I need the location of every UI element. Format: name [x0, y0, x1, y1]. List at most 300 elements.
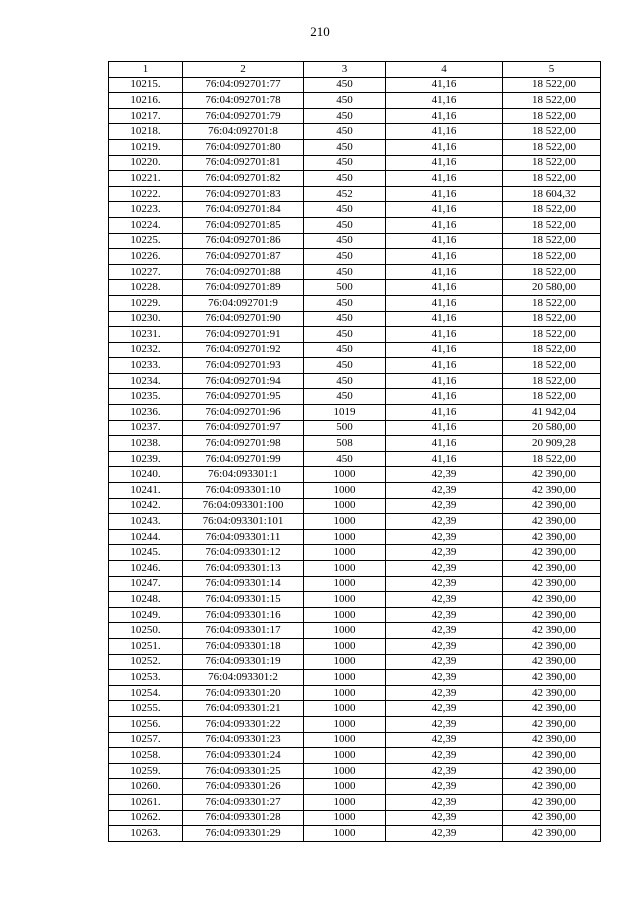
amount-cell: 42 390,00: [503, 716, 601, 732]
table-row: [109, 638, 601, 654]
rate-cell: 41,16: [386, 342, 503, 358]
cadastral-number-cell: 76:04:092701:89: [183, 280, 304, 296]
amount-cell: 18 522,00: [503, 139, 601, 155]
cadastral-number-cell: 76:04:093301:21: [183, 701, 304, 717]
amount-cell: 42 390,00: [503, 826, 601, 842]
row-number-cell: 10218.: [109, 124, 183, 140]
area-cell: 1000: [304, 716, 386, 732]
amount-cell: 18 522,00: [503, 202, 601, 218]
area-cell: 1000: [304, 748, 386, 764]
row-number-cell: 10227.: [109, 264, 183, 280]
cadastral-number-cell: 76:04:092701:83: [183, 186, 304, 202]
rate-cell: 41,16: [386, 139, 503, 155]
area-cell: 450: [304, 171, 386, 187]
row-number-cell: 10246.: [109, 561, 183, 577]
table-row: [109, 826, 601, 842]
row-number-cell: 10260.: [109, 779, 183, 795]
area-cell: 450: [304, 342, 386, 358]
amount-cell: 18 522,00: [503, 451, 601, 467]
rate-cell: 42,39: [386, 701, 503, 717]
amount-cell: 42 390,00: [503, 623, 601, 639]
area-cell: 500: [304, 420, 386, 436]
table-row: [109, 467, 601, 483]
amount-cell: 42 390,00: [503, 592, 601, 608]
rate-cell: 41,16: [386, 171, 503, 187]
table-row: [109, 327, 601, 343]
cadastral-number-cell: 76:04:092701:99: [183, 451, 304, 467]
rate-cell: 41,16: [386, 373, 503, 389]
cadastral-number-cell: 76:04:092701:86: [183, 233, 304, 249]
row-number-cell: 10228.: [109, 280, 183, 296]
cadastral-number-cell: 76:04:093301:13: [183, 561, 304, 577]
table-row: [109, 358, 601, 374]
amount-cell: 18 522,00: [503, 264, 601, 280]
amount-cell: 18 522,00: [503, 342, 601, 358]
area-cell: 1000: [304, 826, 386, 842]
rate-cell: 41,16: [386, 155, 503, 171]
amount-cell: 42 390,00: [503, 794, 601, 810]
area-cell: 450: [304, 358, 386, 374]
area-cell: 500: [304, 280, 386, 296]
amount-cell: 18 522,00: [503, 93, 601, 109]
area-cell: 508: [304, 436, 386, 452]
row-number-cell: 10253.: [109, 670, 183, 686]
rate-cell: 41,16: [386, 451, 503, 467]
row-number-cell: 10229.: [109, 295, 183, 311]
amount-cell: 42 390,00: [503, 561, 601, 577]
cadastral-number-cell: 76:04:093301:14: [183, 576, 304, 592]
row-number-cell: 10254.: [109, 685, 183, 701]
table-row: [109, 498, 601, 514]
area-cell: 450: [304, 77, 386, 93]
amount-cell: 18 522,00: [503, 295, 601, 311]
area-cell: 1000: [304, 498, 386, 514]
area-cell: 1000: [304, 654, 386, 670]
cadastral-number-cell: 76:04:092701:95: [183, 389, 304, 405]
amount-cell: 20 909,28: [503, 436, 601, 452]
rate-cell: 41,16: [386, 311, 503, 327]
amount-cell: 42 390,00: [503, 529, 601, 545]
rate-cell: 42,39: [386, 561, 503, 577]
table-row: [109, 171, 601, 187]
row-number-cell: 10216.: [109, 93, 183, 109]
amount-cell: 18 522,00: [503, 373, 601, 389]
amount-cell: 18 522,00: [503, 108, 601, 124]
amount-cell: 42 390,00: [503, 545, 601, 561]
table-row: [109, 186, 601, 202]
amount-cell: 20 580,00: [503, 420, 601, 436]
row-number-cell: 10220.: [109, 155, 183, 171]
area-cell: 1000: [304, 483, 386, 499]
row-number-cell: 10221.: [109, 171, 183, 187]
amount-cell: 18 522,00: [503, 155, 601, 171]
cadastral-number-cell: 76:04:092701:92: [183, 342, 304, 358]
row-number-cell: 10240.: [109, 467, 183, 483]
table-row: [109, 529, 601, 545]
cadastral-number-cell: 76:04:092701:94: [183, 373, 304, 389]
rate-cell: 42,39: [386, 685, 503, 701]
amount-cell: 42 390,00: [503, 685, 601, 701]
table-header-row: [109, 62, 601, 78]
table-row: [109, 202, 601, 218]
rate-cell: 42,39: [386, 732, 503, 748]
area-cell: 450: [304, 93, 386, 109]
row-number-cell: 10222.: [109, 186, 183, 202]
amount-cell: 42 390,00: [503, 732, 601, 748]
column-header: 5: [503, 62, 601, 78]
rate-cell: 42,39: [386, 748, 503, 764]
rate-cell: 42,39: [386, 545, 503, 561]
table-row: [109, 654, 601, 670]
area-cell: 1019: [304, 405, 386, 421]
table-row: [109, 155, 601, 171]
cadastral-number-cell: 76:04:092701:81: [183, 155, 304, 171]
area-cell: 1000: [304, 514, 386, 530]
rate-cell: 41,16: [386, 93, 503, 109]
amount-cell: 42 390,00: [503, 810, 601, 826]
cadastral-number-cell: 76:04:093301:24: [183, 748, 304, 764]
table-row: [109, 295, 601, 311]
amount-cell: 18 522,00: [503, 171, 601, 187]
cadastral-number-cell: 76:04:093301:29: [183, 826, 304, 842]
amount-cell: 18 522,00: [503, 327, 601, 343]
rate-cell: 42,39: [386, 483, 503, 499]
area-cell: 1000: [304, 670, 386, 686]
cadastral-number-cell: 76:04:093301:22: [183, 716, 304, 732]
amount-cell: 42 390,00: [503, 638, 601, 654]
cadastral-number-cell: 76:04:092701:85: [183, 217, 304, 233]
table-row: [109, 436, 601, 452]
row-number-cell: 10244.: [109, 529, 183, 545]
row-number-cell: 10237.: [109, 420, 183, 436]
rate-cell: 41,16: [386, 124, 503, 140]
rate-cell: 41,16: [386, 202, 503, 218]
area-cell: 450: [304, 139, 386, 155]
rate-cell: 41,16: [386, 233, 503, 249]
area-cell: 1000: [304, 763, 386, 779]
rate-cell: 41,16: [386, 264, 503, 280]
cadastral-number-cell: 76:04:093301:25: [183, 763, 304, 779]
table-row: [109, 794, 601, 810]
row-number-cell: 10226.: [109, 249, 183, 265]
row-number-cell: 10257.: [109, 732, 183, 748]
area-cell: 1000: [304, 794, 386, 810]
cadastral-number-cell: 76:04:093301:16: [183, 607, 304, 623]
cadastral-number-cell: 76:04:093301:28: [183, 810, 304, 826]
cadastral-number-cell: 76:04:093301:17: [183, 623, 304, 639]
area-cell: 1000: [304, 638, 386, 654]
area-cell: 1000: [304, 701, 386, 717]
area-cell: 1000: [304, 732, 386, 748]
cadastral-number-cell: 76:04:092701:96: [183, 405, 304, 421]
area-cell: 1000: [304, 623, 386, 639]
row-number-cell: 10231.: [109, 327, 183, 343]
rate-cell: 41,16: [386, 358, 503, 374]
row-number-cell: 10258.: [109, 748, 183, 764]
row-number-cell: 10247.: [109, 576, 183, 592]
row-number-cell: 10235.: [109, 389, 183, 405]
area-cell: 1000: [304, 685, 386, 701]
row-number-cell: 10255.: [109, 701, 183, 717]
table-row: [109, 779, 601, 795]
amount-cell: 18 522,00: [503, 311, 601, 327]
area-cell: 450: [304, 108, 386, 124]
rate-cell: 42,39: [386, 592, 503, 608]
rate-cell: 42,39: [386, 826, 503, 842]
table-row: [109, 233, 601, 249]
row-number-cell: 10250.: [109, 623, 183, 639]
row-number-cell: 10238.: [109, 436, 183, 452]
cadastral-number-cell: 76:04:093301:1: [183, 467, 304, 483]
table-body: [109, 77, 601, 841]
cadastral-number-cell: 76:04:093301:10: [183, 483, 304, 499]
table-row: [109, 561, 601, 577]
cadastral-number-cell: 76:04:092701:80: [183, 139, 304, 155]
cadastral-number-cell: 76:04:092701:88: [183, 264, 304, 280]
amount-cell: 18 522,00: [503, 77, 601, 93]
amount-cell: 41 942,04: [503, 405, 601, 421]
rate-cell: 41,16: [386, 186, 503, 202]
area-cell: 1000: [304, 810, 386, 826]
rate-cell: 41,16: [386, 108, 503, 124]
cadastral-number-cell: 76:04:092701:97: [183, 420, 304, 436]
registry-table: [108, 61, 601, 842]
row-number-cell: 10256.: [109, 716, 183, 732]
row-number-cell: 10262.: [109, 810, 183, 826]
table-row: [109, 592, 601, 608]
rate-cell: 42,39: [386, 607, 503, 623]
rate-cell: 41,16: [386, 327, 503, 343]
row-number-cell: 10261.: [109, 794, 183, 810]
row-number-cell: 10259.: [109, 763, 183, 779]
table-row: [109, 623, 601, 639]
rate-cell: 41,16: [386, 217, 503, 233]
rate-cell: 42,39: [386, 498, 503, 514]
cadastral-number-cell: 76:04:092701:78: [183, 93, 304, 109]
cadastral-number-cell: 76:04:093301:101: [183, 514, 304, 530]
amount-cell: 42 390,00: [503, 701, 601, 717]
cadastral-number-cell: 76:04:092701:87: [183, 249, 304, 265]
cadastral-number-cell: 76:04:092701:93: [183, 358, 304, 374]
area-cell: 452: [304, 186, 386, 202]
table-row: [109, 405, 601, 421]
row-number-cell: 10234.: [109, 373, 183, 389]
amount-cell: 42 390,00: [503, 483, 601, 499]
row-number-cell: 10224.: [109, 217, 183, 233]
table-row: [109, 373, 601, 389]
area-cell: 1000: [304, 779, 386, 795]
table-row: [109, 748, 601, 764]
amount-cell: 42 390,00: [503, 779, 601, 795]
column-header: 2: [183, 62, 304, 78]
rate-cell: 42,39: [386, 467, 503, 483]
cadastral-number-cell: 76:04:093301:15: [183, 592, 304, 608]
amount-cell: 42 390,00: [503, 670, 601, 686]
amount-cell: 42 390,00: [503, 763, 601, 779]
rate-cell: 42,39: [386, 763, 503, 779]
column-header: 4: [386, 62, 503, 78]
row-number-cell: 10245.: [109, 545, 183, 561]
rate-cell: 41,16: [386, 77, 503, 93]
area-cell: 450: [304, 217, 386, 233]
table-row: [109, 139, 601, 155]
row-number-cell: 10217.: [109, 108, 183, 124]
column-header: 3: [304, 62, 386, 78]
cadastral-number-cell: 76:04:093301:20: [183, 685, 304, 701]
table-row: [109, 77, 601, 93]
area-cell: 1000: [304, 576, 386, 592]
amount-cell: 42 390,00: [503, 607, 601, 623]
area-cell: 1000: [304, 545, 386, 561]
rate-cell: 42,39: [386, 529, 503, 545]
table-row: [109, 93, 601, 109]
rate-cell: 42,39: [386, 623, 503, 639]
row-number-cell: 10239.: [109, 451, 183, 467]
cadastral-number-cell: 76:04:093301:26: [183, 779, 304, 795]
amount-cell: 42 390,00: [503, 654, 601, 670]
row-number-cell: 10236.: [109, 405, 183, 421]
row-number-cell: 10215.: [109, 77, 183, 93]
table-row: [109, 389, 601, 405]
rate-cell: 42,39: [386, 514, 503, 530]
row-number-cell: 10230.: [109, 311, 183, 327]
row-number-cell: 10225.: [109, 233, 183, 249]
area-cell: 1000: [304, 607, 386, 623]
row-number-cell: 10242.: [109, 498, 183, 514]
cadastral-number-cell: 76:04:092701:8: [183, 124, 304, 140]
amount-cell: 18 522,00: [503, 358, 601, 374]
area-cell: 450: [304, 311, 386, 327]
area-cell: 450: [304, 233, 386, 249]
cadastral-number-cell: 76:04:092701:77: [183, 77, 304, 93]
rate-cell: 41,16: [386, 295, 503, 311]
row-number-cell: 10248.: [109, 592, 183, 608]
area-cell: 1000: [304, 467, 386, 483]
rate-cell: 41,16: [386, 436, 503, 452]
cadastral-number-cell: 76:04:093301:19: [183, 654, 304, 670]
amount-cell: 18 522,00: [503, 233, 601, 249]
row-number-cell: 10243.: [109, 514, 183, 530]
area-cell: 1000: [304, 529, 386, 545]
rate-cell: 42,39: [386, 670, 503, 686]
row-number-cell: 10251.: [109, 638, 183, 654]
cadastral-number-cell: 76:04:093301:23: [183, 732, 304, 748]
table-row: [109, 483, 601, 499]
rate-cell: 42,39: [386, 794, 503, 810]
amount-cell: 42 390,00: [503, 467, 601, 483]
cadastral-number-cell: 76:04:093301:2: [183, 670, 304, 686]
cadastral-number-cell: 76:04:093301:12: [183, 545, 304, 561]
area-cell: 450: [304, 389, 386, 405]
table-row: [109, 576, 601, 592]
rate-cell: 41,16: [386, 405, 503, 421]
rate-cell: 42,39: [386, 716, 503, 732]
table-row: [109, 311, 601, 327]
table-row: [109, 280, 601, 296]
row-number-cell: 10233.: [109, 358, 183, 374]
area-cell: 1000: [304, 561, 386, 577]
area-cell: 450: [304, 264, 386, 280]
table-row: [109, 685, 601, 701]
table-row: [109, 217, 601, 233]
table-row: [109, 264, 601, 280]
row-number-cell: 10263.: [109, 826, 183, 842]
rate-cell: 42,39: [386, 779, 503, 795]
cadastral-number-cell: 76:04:093301:100: [183, 498, 304, 514]
rate-cell: 42,39: [386, 810, 503, 826]
amount-cell: 18 522,00: [503, 249, 601, 265]
table-row: [109, 514, 601, 530]
cadastral-number-cell: 76:04:092701:82: [183, 171, 304, 187]
cadastral-number-cell: 76:04:092701:84: [183, 202, 304, 218]
area-cell: 450: [304, 373, 386, 389]
table-row: [109, 701, 601, 717]
row-number-cell: 10249.: [109, 607, 183, 623]
area-cell: 450: [304, 295, 386, 311]
amount-cell: 42 390,00: [503, 498, 601, 514]
rate-cell: 42,39: [386, 654, 503, 670]
cadastral-number-cell: 76:04:092701:79: [183, 108, 304, 124]
amount-cell: 42 390,00: [503, 576, 601, 592]
rate-cell: 42,39: [386, 638, 503, 654]
area-cell: 450: [304, 155, 386, 171]
amount-cell: 18 522,00: [503, 217, 601, 233]
column-header: 1: [109, 62, 183, 78]
table-row: [109, 732, 601, 748]
rate-cell: 41,16: [386, 280, 503, 296]
amount-cell: 18 522,00: [503, 124, 601, 140]
rate-cell: 41,16: [386, 420, 503, 436]
cadastral-number-cell: 76:04:092701:90: [183, 311, 304, 327]
table-row: [109, 607, 601, 623]
rate-cell: 41,16: [386, 389, 503, 405]
table-row: [109, 108, 601, 124]
amount-cell: 18 604,32: [503, 186, 601, 202]
table-row: [109, 716, 601, 732]
area-cell: 450: [304, 202, 386, 218]
cadastral-number-cell: 76:04:093301:27: [183, 794, 304, 810]
amount-cell: 20 580,00: [503, 280, 601, 296]
area-cell: 450: [304, 249, 386, 265]
table-row: [109, 810, 601, 826]
cadastral-number-cell: 76:04:092701:9: [183, 295, 304, 311]
row-number-cell: 10223.: [109, 202, 183, 218]
table-row: [109, 451, 601, 467]
table-row: [109, 124, 601, 140]
rate-cell: 42,39: [386, 576, 503, 592]
table-row: [109, 249, 601, 265]
table-row: [109, 545, 601, 561]
cadastral-number-cell: 76:04:093301:18: [183, 638, 304, 654]
area-cell: 450: [304, 327, 386, 343]
row-number-cell: 10252.: [109, 654, 183, 670]
cadastral-number-cell: 76:04:093301:11: [183, 529, 304, 545]
table-row: [109, 763, 601, 779]
cadastral-number-cell: 76:04:092701:98: [183, 436, 304, 452]
area-cell: 450: [304, 124, 386, 140]
row-number-cell: 10241.: [109, 483, 183, 499]
amount-cell: 42 390,00: [503, 514, 601, 530]
cadastral-number-cell: 76:04:092701:91: [183, 327, 304, 343]
table-row: [109, 342, 601, 358]
table-row: [109, 670, 601, 686]
table-row: [109, 420, 601, 436]
row-number-cell: 10219.: [109, 139, 183, 155]
page-number: 210: [310, 24, 330, 39]
amount-cell: 42 390,00: [503, 748, 601, 764]
amount-cell: 18 522,00: [503, 389, 601, 405]
row-number-cell: 10232.: [109, 342, 183, 358]
